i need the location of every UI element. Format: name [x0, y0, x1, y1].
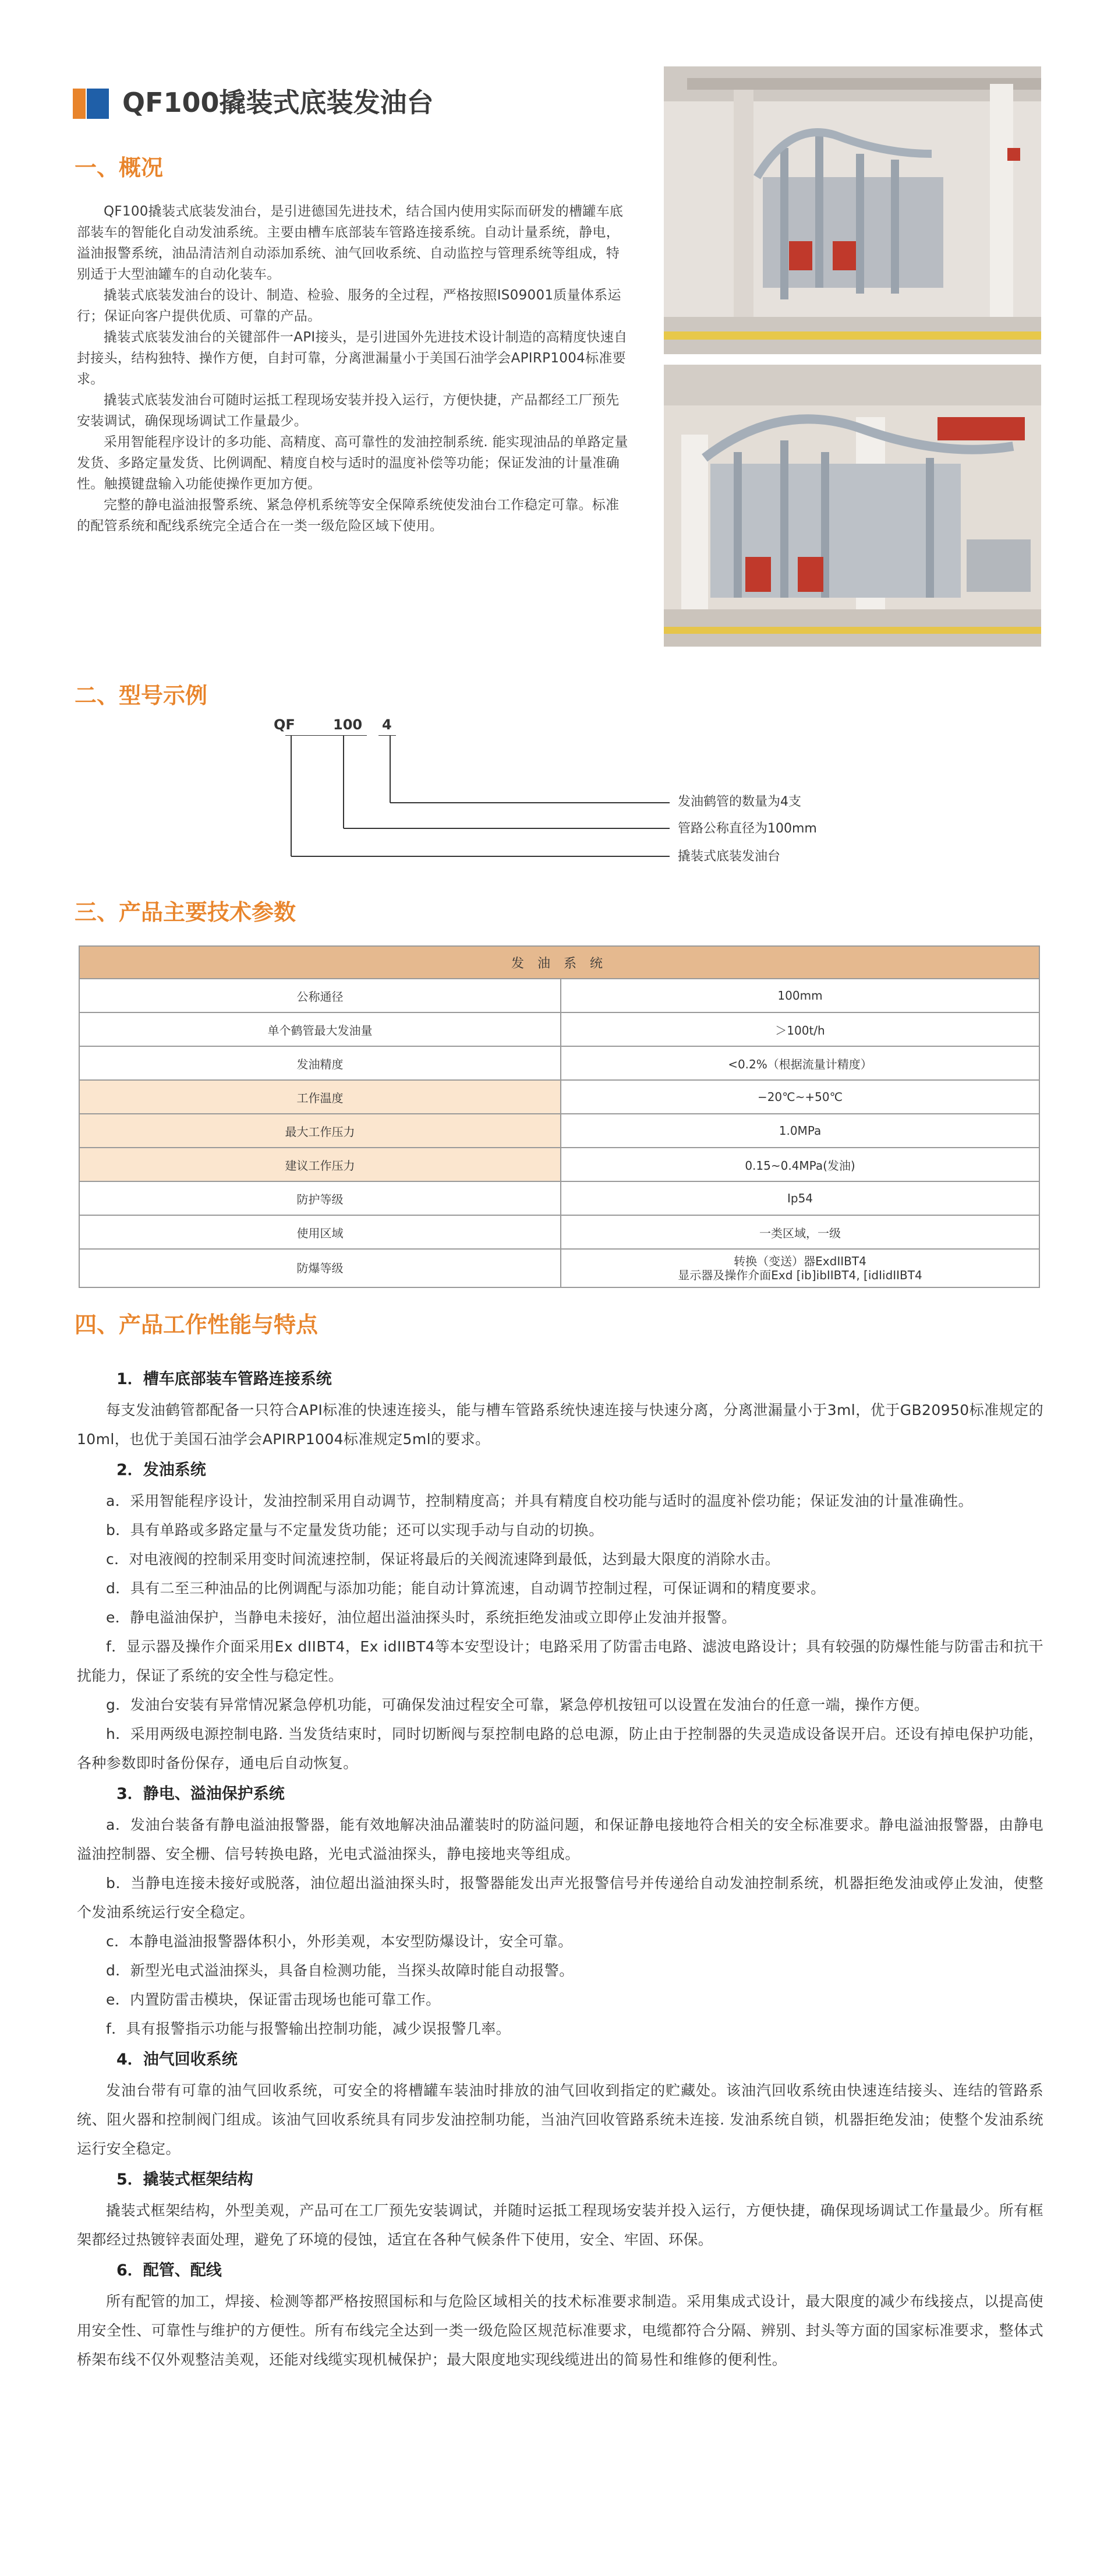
- feature-subheading: 6．配管、配线: [116, 2261, 222, 2279]
- spec-label: 防爆等级: [79, 1249, 561, 1287]
- spec-value-line: 转换（变送）器ExdIIBT4: [734, 1254, 866, 1268]
- spec-label: 单个鹤管最大发油量: [79, 1012, 561, 1046]
- overview-paragraph: 撬装式底装发油台的关键部件一API接头，是引进国外先进技术设计制造的高精度快速自封接头，结构独特、操作方便，自封可靠，分离泄漏量小于美国石油学会APIRP1004标准要求。: [77, 330, 628, 387]
- table-row: [79, 979, 1039, 1012]
- feature-paragraph: a．发油台装备有静电溢油报警器，能有效地解决油品灌装时的防溢问题，和保证静电接地符合相关的安全标准要求。静电溢油报警器，由静电溢油控制器、安全栅、信号转换电路，光电式溢油探头，静电接地夹等组成。: [77, 1816, 1043, 1862]
- section-overview-heading: 一、概况: [75, 155, 164, 181]
- feature-subheading: 1．槽车底部装车管路连接系统: [116, 1370, 332, 1388]
- features-body: [77, 1363, 1043, 2374]
- spec-value-line: 显示器及操作介面Exd [ib]ibIIBT4, [idIidIIBT4: [678, 1268, 922, 1282]
- spec-table-header-cell: 发 油 系 统: [79, 946, 1039, 979]
- model-explain-100: 管路公称直径为100mm: [678, 821, 817, 836]
- page-title: QF100撬装式底装发油台: [122, 87, 434, 118]
- spec-value: 100mm: [561, 979, 1039, 1012]
- table-row: [79, 1012, 1039, 1046]
- spec-value: ＞100t/h: [561, 1012, 1039, 1046]
- model-diagram-lines: [268, 735, 699, 875]
- feature-paragraph: d．具有二至三种油品的比例调配与添加功能；能自动计算流速，自动调节控制过程，可保证调和的精度要求。: [106, 1580, 826, 1597]
- spec-value: −20℃~+50℃: [561, 1080, 1039, 1114]
- title-mark-blue: [87, 89, 109, 119]
- feature-paragraph: 所有配管的加工，焊接、检测等都严格按照国标和与危险区域相关的技术标准要求制造。采用集成式设计，最大限度的减少布线接点，以提高使用安全性、可靠性与维护的方便性。所有布线完全达到一类一级危险区规范标准要求，电缆都符合分隔、辨别、封头等方面的国家标准要求，整体式桥架布线不仅外观整洁美观，还能对线缆实现机械保护；最大限度地实现线缆进出的简易性和维修的便利性。: [77, 2293, 1043, 2368]
- spec-label: 防护等级: [79, 1181, 561, 1215]
- table-row: [79, 1249, 1039, 1287]
- spec-label: 公称通径: [79, 979, 561, 1012]
- model-explain-qf: 撬装式底装发油台: [678, 849, 781, 864]
- feature-paragraph: c．本静电溢油报警器体积小，外形美观，本安型防爆设计，安全可靠。: [106, 1933, 573, 1950]
- spec-label: 工作温度: [79, 1080, 561, 1114]
- feature-paragraph: c．对电液阀的控制采用变时间流速控制，保证将最后的关阀流速降到最低，达到最大限度的消除水击。: [106, 1551, 780, 1568]
- feature-paragraph: b．具有单路或多路定量与不定量发货功能；还可以实现手动与自动的切换。: [106, 1522, 604, 1538]
- spec-value: 1.0MPa: [561, 1114, 1039, 1148]
- title-logo-mark: [73, 89, 109, 119]
- feature-paragraph: h．采用两级电源控制电路. 当发货结束时，同时切断阀与泵控制电路的总电源，防止由于控制器的失灵造成设备误开启。还设有掉电保护功能，各种参数即时备份保存，通电后自动恢复。: [77, 1725, 1043, 1772]
- feature-paragraph: g．发油台安装有异常情况紧急停机功能，可确保发油过程安全可靠，紧急停机按钮可以设置在发油台的任意一端，操作方便。: [106, 1696, 929, 1713]
- overview-paragraph: 采用智能程序设计的多功能、高精度、高可靠性的发油控制系统. 能实现油品的单路定量发货、多路定量发货、比例调配、精度自校与适时的温度补偿等功能；保证发油的计量准确性。触摸键盘输入功能使操作更加方便。: [77, 435, 628, 492]
- title-mark-orange: [73, 89, 86, 119]
- table-row: [79, 1114, 1039, 1148]
- overview-paragraph: 撬装式底装发油台的设计、制造、检验、服务的全过程，严格按照IS09001质量体系运行；保证向客户提供优质、可靠的产品。: [77, 288, 621, 324]
- overview-text: [77, 201, 629, 537]
- feature-subheading: 3．静电、溢油保护系统: [116, 1785, 285, 1803]
- feature-subheading: 5．撬装式框架结构: [116, 2171, 253, 2189]
- table-row: [79, 1181, 1039, 1215]
- feature-paragraph: a．采用智能程序设计，发油控制采用自动调节，控制精度高；并具有精度自校功能与适时的温度补偿功能；保证发油的计量准确性。: [106, 1492, 973, 1509]
- model-code-qf: QF: [274, 717, 295, 733]
- product-photo-top: [664, 66, 1041, 354]
- feature-paragraph: f．显示器及操作介面采用Ex dIIBT4，Ex idIIBT4等本安型设计；电路采用了防雷击电路、滤波电路设计；具有较强的防爆性能与防雷击和抗干扰能力，保证了系统的安全性与稳定性。: [77, 1638, 1043, 1684]
- feature-paragraph: e．静电溢油保护，当静电未接好，油位超出溢油探头时，系统拒绝发油或立即停止发油并报警。: [106, 1609, 737, 1626]
- feature-paragraph: d．新型光电式溢油探头，具备自检测功能，当探头故障时能自动报警。: [106, 1962, 574, 1979]
- spec-value: 0.15~0.4MPa(发油): [561, 1148, 1039, 1181]
- section-features-heading: 四、产品工作性能与特点: [75, 1312, 319, 1338]
- table-row: [79, 1215, 1039, 1249]
- section-params-heading: 三、产品主要技术参数: [75, 899, 296, 925]
- spec-table: [79, 945, 1040, 1288]
- overview-paragraph: QF100撬装式底装发油台，是引进德国先进技术，结合国内使用实际而研发的槽罐车底部装车的智能化自动发油系统。主要由槽车底部装车管路连接系统。自动计量系统，静电，溢油报警系统，油品清洁剂自动添加系统、油气回收系统、自动监控与管理系统等组成，特别适于大型油罐车的自动化装车。: [77, 204, 624, 282]
- spec-value: 一类区域，一级: [561, 1215, 1039, 1249]
- spec-label: 使用区域: [79, 1215, 561, 1249]
- model-code-100: 100: [333, 717, 363, 733]
- section-model-heading: 二、型号示例: [75, 683, 208, 708]
- spec-value: <0.2%（根据流量计精度）: [561, 1046, 1039, 1080]
- overview-paragraph: 撬装式底装发油台可随时运抵工程现场安装并投入运行，方便快捷，产品都经工厂预先安装调试，确保现场调试工作量最少。: [77, 393, 620, 429]
- overview-paragraph: 完整的静电溢油报警系统、紧急停机系统等安全保障系统使发油台工作稳定可靠。标准的配管系统和配线系统完全适合在一类一级危险区域下使用。: [77, 497, 620, 534]
- feature-paragraph: b．当静电连接未接好或脱落，油位超出溢油探头时，报警器能发出声光报警信号并传递给自动发油控制系统，机器拒绝发油或停止发油，使整个发油系统运行安全稳定。: [77, 1875, 1043, 1921]
- table-row: [79, 1080, 1039, 1114]
- model-code-4: 4: [382, 717, 392, 733]
- spec-label: 建议工作压力: [79, 1148, 561, 1181]
- feature-paragraph: 每支发油鹤管都配备一只符合API标准的快速连接头，能与槽车管路系统快速连接与快速分离，分离泄漏量小于3ml，优于GB20950标准规定的10ml，也优于美国石油学会APIRP1004标准规定5ml的要求。: [77, 1402, 1043, 1448]
- feature-subheading: 2．发油系统: [116, 1461, 206, 1479]
- model-explain-4: 发油鹤管的数量为4支: [678, 795, 801, 809]
- feature-paragraph: 撬装式框架结构，外型美观，产品可在工厂预先安装调试，并随时运抵工程现场安装并投入运行，方便快捷，确保现场调试工作量最少。所有框架都经过热镀锌表面处理，避免了环境的侵蚀，适宜在各种气候条件下使用，安全、牢固、环保。: [77, 2202, 1043, 2248]
- table-row: [79, 1046, 1039, 1080]
- feature-subheading: 4．油气回收系统: [116, 2051, 238, 2069]
- feature-paragraph: f．具有报警指示功能与报警输出控制功能，减少误报警几率。: [106, 2020, 511, 2037]
- product-photo-bottom: [664, 365, 1041, 647]
- feature-paragraph: 发油台带有可靠的油气回收系统，可安全的将槽罐车装油时排放的油气回收到指定的贮藏处。该油汽回收系统由快速连结接头、连结的管路系统、阻火器和控制阀门组成。该油气回收系统具有同步发油控制功能，当油汽回收管路系统未连接. 发油系统自锁，机器拒绝发油；使整个发油系统运行安全稳定。: [77, 2082, 1043, 2157]
- spec-label: 发油精度: [79, 1046, 561, 1080]
- spec-value: Ip54: [561, 1181, 1039, 1215]
- feature-paragraph: e．内置防雷击模块，保证雷击现场也能可靠工作。: [106, 1991, 441, 2008]
- spec-value: [561, 1249, 1039, 1287]
- spec-table-header: [79, 946, 1039, 979]
- spec-label: 最大工作压力: [79, 1114, 561, 1148]
- table-row: [79, 1148, 1039, 1181]
